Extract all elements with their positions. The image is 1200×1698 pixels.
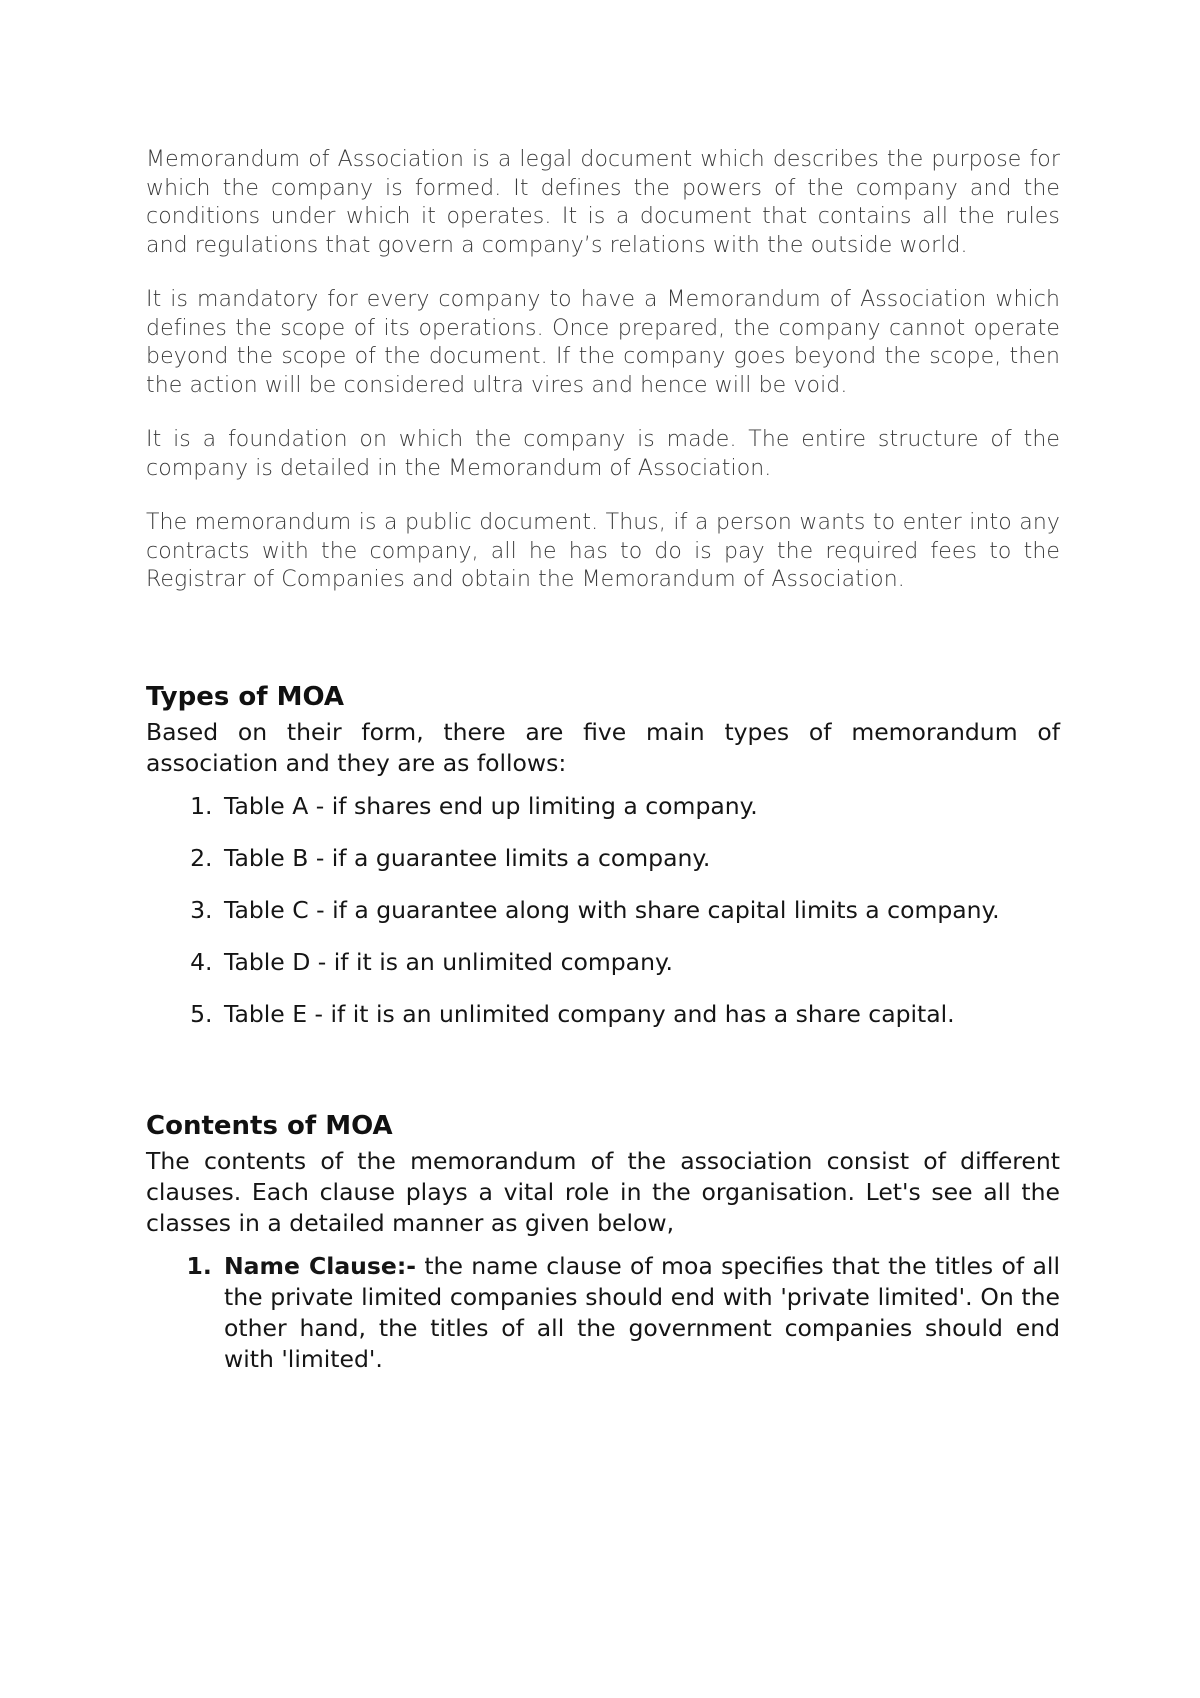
list-item: 3. Table C - if a guarantee along with share capital limits a company. <box>220 895 1060 926</box>
list-item: 1. Table A - if shares end up limiting a company. <box>220 791 1060 822</box>
list-item: 2. Table B - if a guarantee limits a company. <box>220 843 1060 874</box>
contents-section <box>146 1108 1060 1375</box>
clause-text: the name clause of moa specifies that the titles of all the private limited companies should end with 'private limited'. On the other hand, the titles of all the government companies should end with 'limited'. <box>224 1251 1060 1373</box>
types-list <box>146 791 1060 1030</box>
clause-item <box>220 1251 1060 1375</box>
intro-paragraph: Memorandum of Association is a legal document which describes the purpose for which the company is formed. It defines the powers of the company and the conditions under which it operates. It is a document that contains all the rules and regulations that govern a company’s relations with the outside world. <box>146 147 1060 258</box>
types-lead: Based on their form, there are five main types of memorandum of association and they are as follows: <box>146 717 1060 777</box>
intro-paragraph: It is a foundation on which the company is made. The entire structure of the company is detailed in the Memorandum of Association. <box>146 427 1060 481</box>
clauses-list <box>146 1251 1060 1375</box>
contents-lead: The contents of the memorandum of the association consist of different clauses. Each clause plays a vital role in the organisation. Let's see all the classes in a detailed manner as given below, <box>146 1146 1060 1237</box>
intro-paragraph: The memorandum is a public document. Thus, if a person wants to enter into any contracts with the company, all he has to do is pay the required fees to the Registrar of Companies and obtain the Memorandum of Association. <box>146 510 1060 592</box>
types-heading: Types of MOA <box>146 681 344 712</box>
types-section <box>146 679 1060 1030</box>
intro-paragraph: It is mandatory for every company to have a Memorandum of Association which defines the scope of its operations. Once prepared, the company cannot operate beyond the scope of the document. If the company goes beyond the scope, then the action will be considered ultra vires and hence will be void. <box>146 287 1060 398</box>
list-item: 5. Table E - if it is an unlimited company and has a share capital. <box>220 999 1060 1030</box>
document-content <box>146 146 1060 1396</box>
intro-section <box>146 146 1060 595</box>
contents-heading: Contents of MOA <box>146 1110 393 1141</box>
clause-name: Name Clause:- <box>224 1251 416 1280</box>
list-item: 4. Table D - if it is an unlimited company. <box>220 947 1060 978</box>
